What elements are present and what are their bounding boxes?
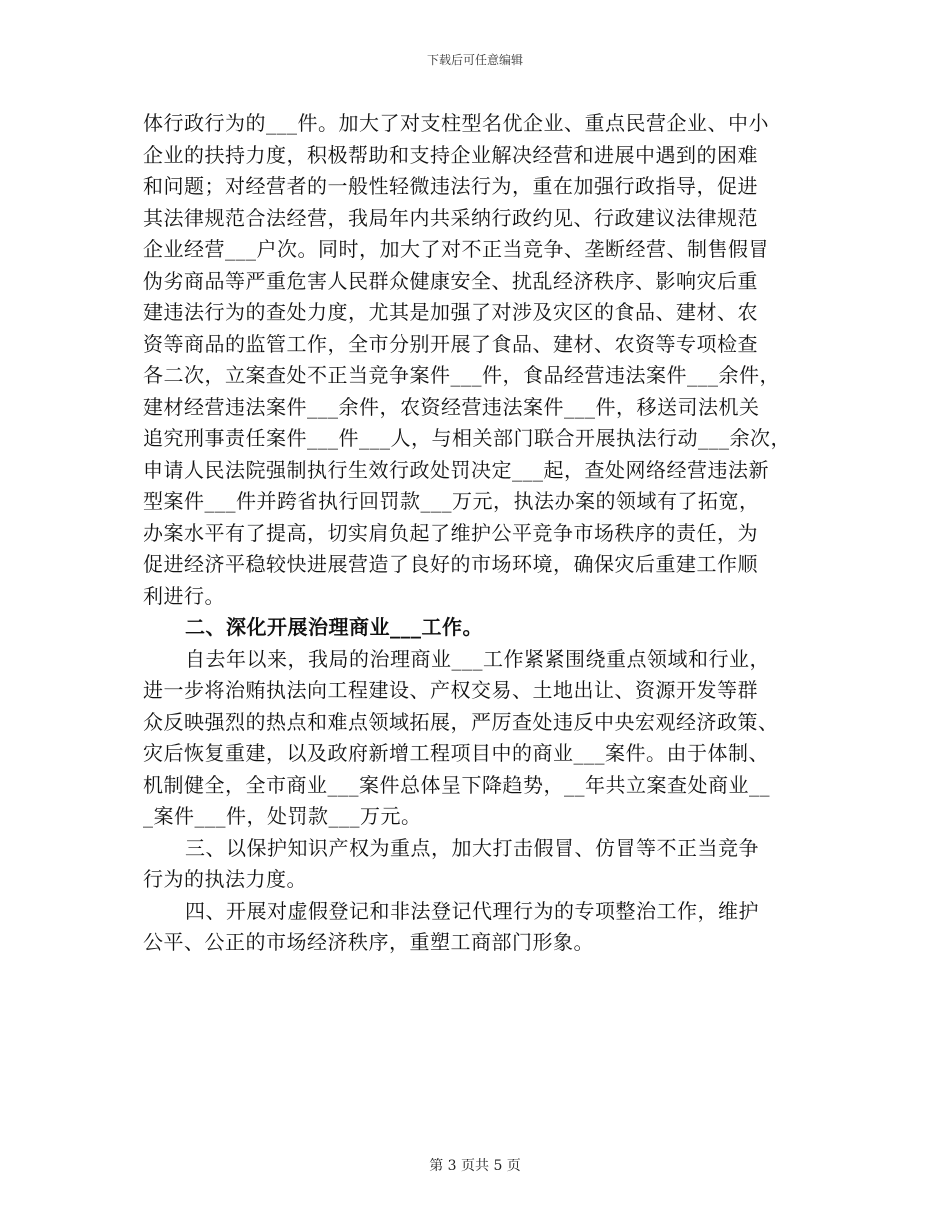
paragraph-line: 众反映强烈的热点和难点领域拓展，严厉查处违反中央宏观经济政策、	[143, 709, 779, 734]
paragraph-line: 办案水平有了提高，切实肩负起了维护公平竞争市场秩序的责任，为	[143, 520, 758, 545]
paragraph-line: 资等商品的监管工作，全市分别开展了食品、建材、农资等专项检查	[143, 331, 758, 356]
page-header: 下载后可任意编辑	[426, 53, 523, 67]
paragraph-line: 各二次，立案查处不正当竞争案件___件，食品经营违法案件___余件，	[143, 363, 780, 387]
paragraph-line: 行为的执法力度。	[143, 867, 307, 891]
paragraph-line: 建违法行为的查处力度，尤其是加强了对涉及灾区的食品、建材、农	[143, 300, 758, 324]
paragraph-line: 型案件___件并跨省执行回罚款___万元，执法办案的领域有了拓宽，	[143, 489, 760, 513]
paragraph-line: 其法律规范合法经营，我局年内共采纳行政约见、行政建议法律规范	[143, 205, 758, 230]
paragraph-line: 和问题；对经营者的一般性轻微违法行为，重在加强行政指导，促进	[143, 174, 758, 198]
page-footer: 第 3 页共 5 页	[429, 1158, 521, 1174]
document-body	[143, 108, 811, 959]
paragraph-line: 促进经济平稳较快进展营造了良好的市场环境，确保灾后重建工作顺	[143, 552, 758, 576]
section-heading: 三、以保护知识产权为重点，加大打击假冒、仿冒等不正当竞争	[185, 835, 759, 860]
paragraph-line: 公平、公正的市场经济秩序，重塑工商部门形象。	[143, 930, 594, 954]
paragraph-line: 机制健全，全市商业___案件总体呈下降趋势，__年共立案查处商业__	[143, 772, 770, 797]
paragraph-line: 追究刑事责任案件___件___人，与相关部门联合开展执法行动___余次，	[143, 426, 791, 450]
paragraph-line: 自去年以来，我局的治理商业___工作紧紧围绕重点领域和行业，	[185, 646, 770, 671]
section-heading: 二、深化开展治理商业___工作。	[185, 615, 483, 639]
section-heading: 四、开展对虚假登记和非法登记代理行为的专项整治工作，维护	[185, 898, 759, 923]
paragraph-line: 利进行。	[143, 583, 225, 608]
paragraph-line: 灾后恢复重建，以及政府新增工程项目中的商业___案件。由于体制、	[143, 741, 769, 765]
paragraph-line: _案件___件，处罚款___万元。	[143, 804, 422, 828]
paragraph-line: 进一步将治贿执法向工程建设、产权交易、土地出让、资源开发等群	[143, 678, 758, 702]
paragraph-line: 企业经营___户次。同时，加大了对不正当竞争、垄断经营、制售假冒	[143, 237, 769, 261]
paragraph-line: 企业的扶持力度，积极帮助和支持企业解决经营和进展中遇到的困难	[143, 142, 758, 167]
paragraph-line: 申请人民法院强制执行生效行政处罚决定___起，查处网络经营违法新	[143, 457, 769, 482]
paragraph-line: 体行政行为的___件。加大了对支柱型名优企业、重点民营企业、中小	[143, 111, 769, 135]
paragraph-line: 建材经营违法案件___余件，农资经营违法案件___件，移送司法机关	[143, 394, 760, 419]
paragraph-line: 伪劣商品等严重危害人民群众健康安全、扰乱经济秩序、影响灾后重	[143, 268, 758, 293]
